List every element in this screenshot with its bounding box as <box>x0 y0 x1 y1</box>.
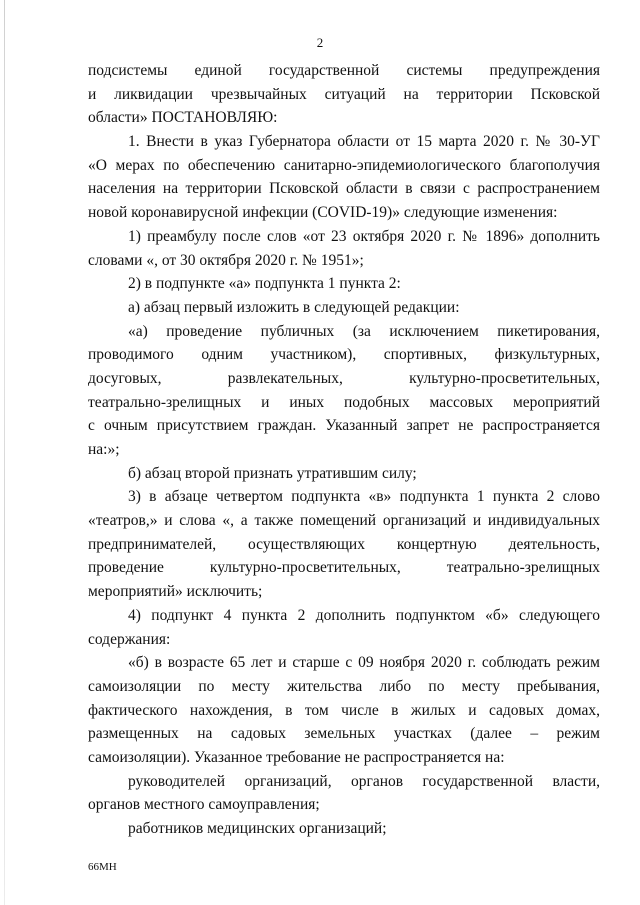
text-line: «театров,» и слова «, а также помещений организаций и индивидуальных <box>88 512 600 530</box>
text-line: досуговых, развлекательных, культурно-просветительных, <box>88 369 600 387</box>
text-line: на:»; <box>88 441 120 458</box>
text-line: области» ПОСТАНОВЛЯЮ: <box>88 109 278 127</box>
text-line: самоизоляции). Указанное требование не распространяется на: <box>88 748 505 766</box>
text-line: 4) подпункт 4 пункта 2 дополнить подпунктом «б» следующего <box>128 606 600 624</box>
text-line: театрально-зрелищных и иных подобных массовых мероприятий <box>88 393 600 411</box>
text-line: «а) проведение публичных (за исключением пикетирования, <box>128 322 600 340</box>
scan-edge-line <box>4 0 5 905</box>
document-body <box>88 59 600 841</box>
text-line: проведение культурно-просветительных, театрально-зрелищных <box>88 559 600 577</box>
text-line: органов местного самоуправления; <box>88 796 320 814</box>
text-line: предпринимателей, осуществляющих концертную деятельность, <box>88 535 600 553</box>
text-line: б) абзац второй признать утратившим силу; <box>128 464 417 482</box>
text-line: 1) преамбулу после слов «от 23 октября 2020 г. № 1896» дополнить <box>128 227 600 245</box>
text-line: а) абзац первый изложить в следующей редакции: <box>128 298 460 316</box>
text-line: 2) в подпункте «а» подпункта 1 пункта 2: <box>128 275 401 293</box>
text-line: мероприятий» исключить; <box>88 583 263 601</box>
text-line: с очным присутствием граждан. Указанный запрет не распространяется <box>88 417 600 435</box>
page-number: 2 <box>316 35 324 50</box>
text-line: подсистемы единой государственной системы предупреждения <box>88 62 600 79</box>
text-line: проводимого одним участником), спортивных, физкультурных, <box>88 346 600 364</box>
text-line: содержания: <box>88 630 171 648</box>
text-line: новой коронавирусной инфекции (COVID-19)» следующие изменения: <box>88 204 558 222</box>
text-line: населения на территории Псковской области в связи с распространением <box>88 180 600 198</box>
footer-code: 66МН <box>88 861 117 873</box>
text-line: руководителей организаций, органов государственной власти, <box>128 772 600 790</box>
text-line: и ликвидации чрезвычайных ситуаций на территории Псковской <box>88 85 600 103</box>
text-line: «О мерах по обеспечению санитарно-эпидемиологического благополучия <box>88 156 600 174</box>
text-line: фактического нахождения, в том числе в жилых и садовых домах, <box>88 701 600 719</box>
text-line: размещенных на садовых земельных участках (далее – режим <box>88 725 600 743</box>
text-line: самоизоляции по месту жительства либо по месту пребывания, <box>88 677 600 695</box>
text-line: «б) в возрасте 65 лет и старше с 09 ноября 2020 г. соблюдать режим <box>128 654 600 672</box>
text-line: 1. Внести в указ Губернатора области от 15 марта 2020 г. № 30-УГ <box>128 133 600 151</box>
text-line: словами «, от 30 октября 2020 г. № 1951»; <box>88 251 364 269</box>
text-line: 3) в абзаце четвертом подпункта «в» подпункта 1 пункта 2 слово <box>128 488 600 506</box>
text-line: работников медицинских организаций; <box>128 820 387 837</box>
